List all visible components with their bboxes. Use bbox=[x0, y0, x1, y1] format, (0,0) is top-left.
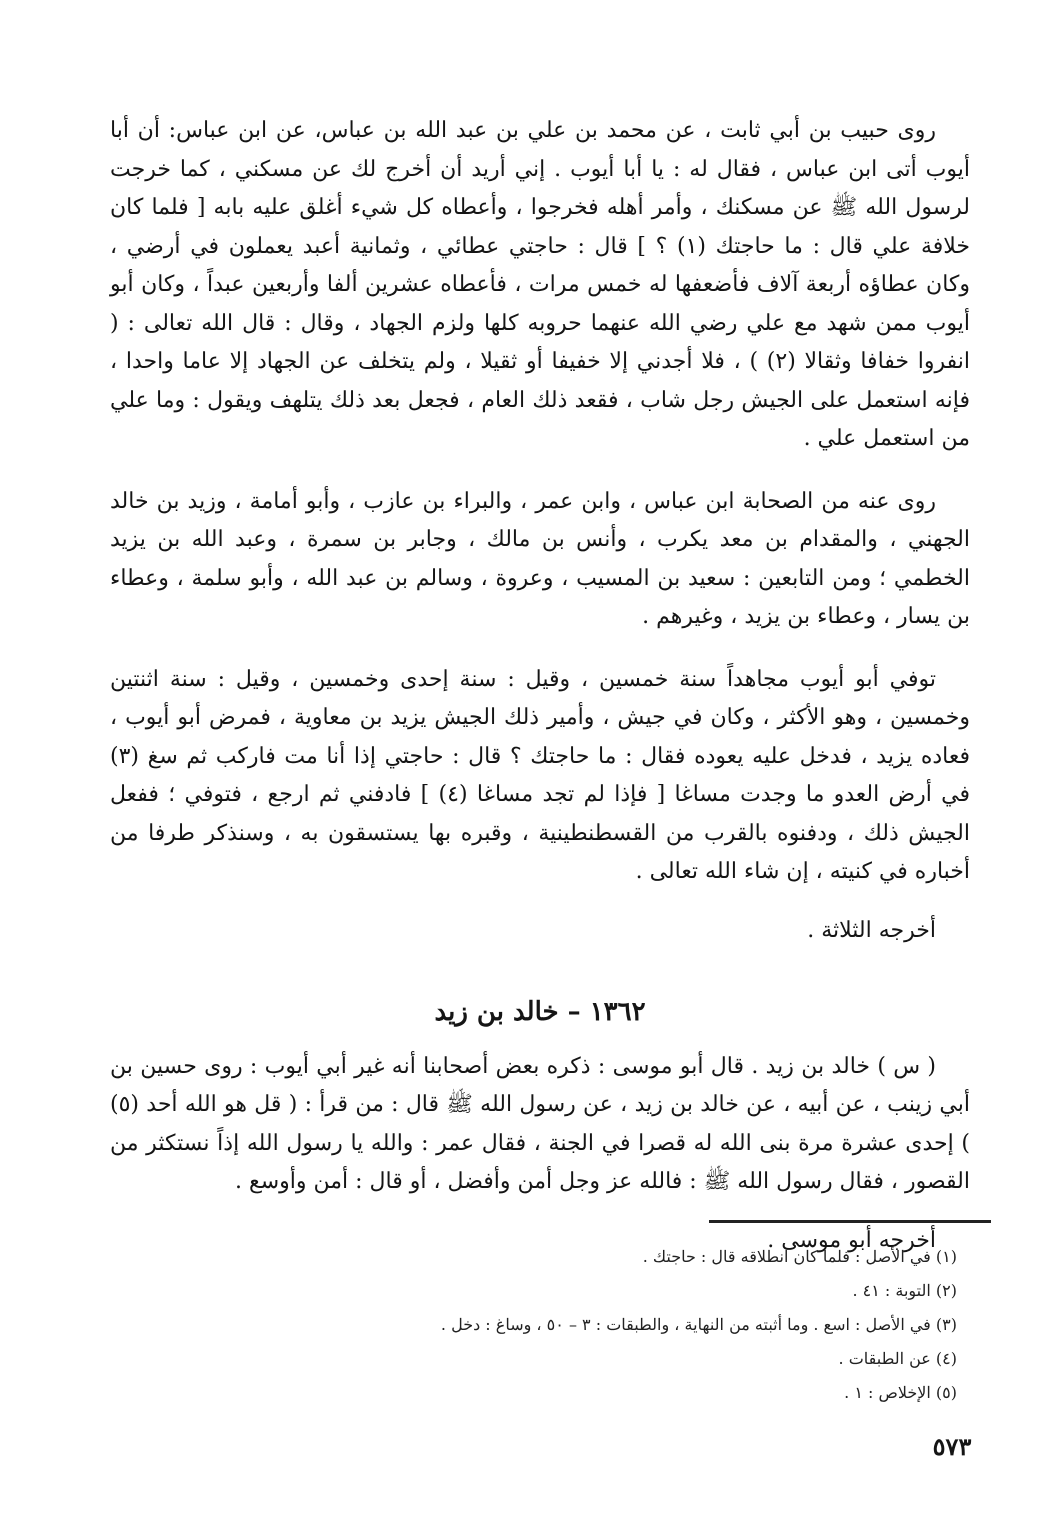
page-body bbox=[110, 112, 970, 1260]
entry-heading: ١٣٦٢ – خالد بن زيد bbox=[434, 996, 646, 1027]
footnote: (٤) عن الطبقات . bbox=[838, 1349, 957, 1368]
footnote: (١) في الأصل : فلما كان انطلاقه قال : حاجتك . bbox=[642, 1247, 957, 1266]
footnote-divider bbox=[709, 1220, 991, 1223]
paragraph-khalid-bin-zayd: ( س ) خالد بن زيد . قال أبو موسى : ذكره بعض أصحابنا أنه غير أبي أيوب : روى حسين بن أبي زينب ، عن أبيه ، عن خالد بن زيد ، عن رسول الله ﷺ قال : من قرأ : ( قل هو الله أحد (٥) ) إحدى عشرة مرة بنى الله له قصرا في الجنة ، فقال عمر : والله يا رسول الله إذاً نستكثر من القصور ، فقال رسول الله ﷺ : فالله عز وجل أمن وأفضل ، أو قال : أمن وأوسع . bbox=[110, 1053, 970, 1194]
footnote: (٣) في الأصل : اسع . وما أثبته من النهاية ، والطبقات : ٣ – ٥٠ ، وساغ : دخل . bbox=[440, 1315, 957, 1334]
extraction-note: أخرجه أبو موسى . bbox=[767, 1227, 936, 1253]
paragraph-abu-ayyub-narration: روى حبيب بن أبي ثابت ، عن محمد بن علي بن عبد الله بن عباس، عن ابن عباس: أن أبا أيوب أتى ابن عباس ، فقال له : يا أبا أيوب . إني أريد أن أخرج لك عن مسكني ، كما خرجت لرسول الله ﷺ عن مسكنك ، وأمر أهله فخرجوا ، وأعطاه كل شيء أغلق عليه بابه [ فلما كان خلافة علي قال : ما حاجتك (١) ؟ ] قال : حاجتي عطائي ، وثمانية أعبد يعملون في أرضي ، وكان عطاؤه أربعة آلاف فأضعفها له خمس مرات ، فأعطاه عشرين ألفا وأربعين عبداً ، وكان أبو أيوب ممن شهد مع علي رضي الله عنهما حروبه كلها ولزم الجهاد ، وقال : قال الله تعالى : ( انفروا خفافا وثقالا (٢) ) ، فلا أجدني إلا خفيفا أو ثقيلا ، ولم يتخلف عن الجهاد إلا عاما واحدا ، فإنه استعمل على الجيش رجل شاب ، فقعد ذلك العام ، فجعل بعد ذلك يتلهف ويقول : وما علي من استعمل علي . bbox=[110, 118, 970, 451]
footnotes-list bbox=[257, 1240, 957, 1410]
extraction-note: أخرجه الثلاثة . bbox=[807, 917, 936, 943]
footnote: (٥) الإخلاص : ١ . bbox=[844, 1383, 957, 1402]
page-number: ٥٧٣ bbox=[932, 1432, 972, 1461]
paragraph-narrators: روى عنه من الصحابة ابن عباس ، وابن عمر ، والبراء بن عازب ، وأبو أمامة ، وزيد بن خالد الجهني ، والمقدام بن معد يكرب ، وأنس بن مالك ، وجابر بن سمرة ، وعبد الله بن يزيد الخطمي ؛ ومن التابعين : سعيد بن المسيب ، وعروة ، وسالم بن عبد الله ، وأبو سلمة ، وعطاء بن يسار ، وعطاء بن يزيد ، وغيرهم . bbox=[110, 488, 970, 629]
paragraph-death: توفي أبو أيوب مجاهداً سنة خمسين ، وقيل : سنة إحدى وخمسين ، وقيل : سنة اثنتين وخمسين ، وهو الأكثر ، وكان في جيش ، وأمير ذلك الجيش يزيد بن معاوية ، فمرض أبو أيوب ، فعاده يزيد ، فدخل عليه يعوده فقال : ما حاجتك ؟ قال : حاجتي إذا أنا مت فاركب ثم سغ (٣) في أرض العدو ما وجدت مساغا [ فإذا لم تجد مساغا (٤) ] فادفني ثم ارجع ، فتوفي ؛ ففعل الجيش ذلك ، ودفنوه بالقرب من القسطنطينية ، وقبره بها يستسقون به ، وسنذكر طرفا من أخباره في كنيته ، إن شاء الله تعالى . bbox=[110, 666, 970, 884]
footnote: (٢) التوبة : ٤١ . bbox=[852, 1281, 957, 1300]
